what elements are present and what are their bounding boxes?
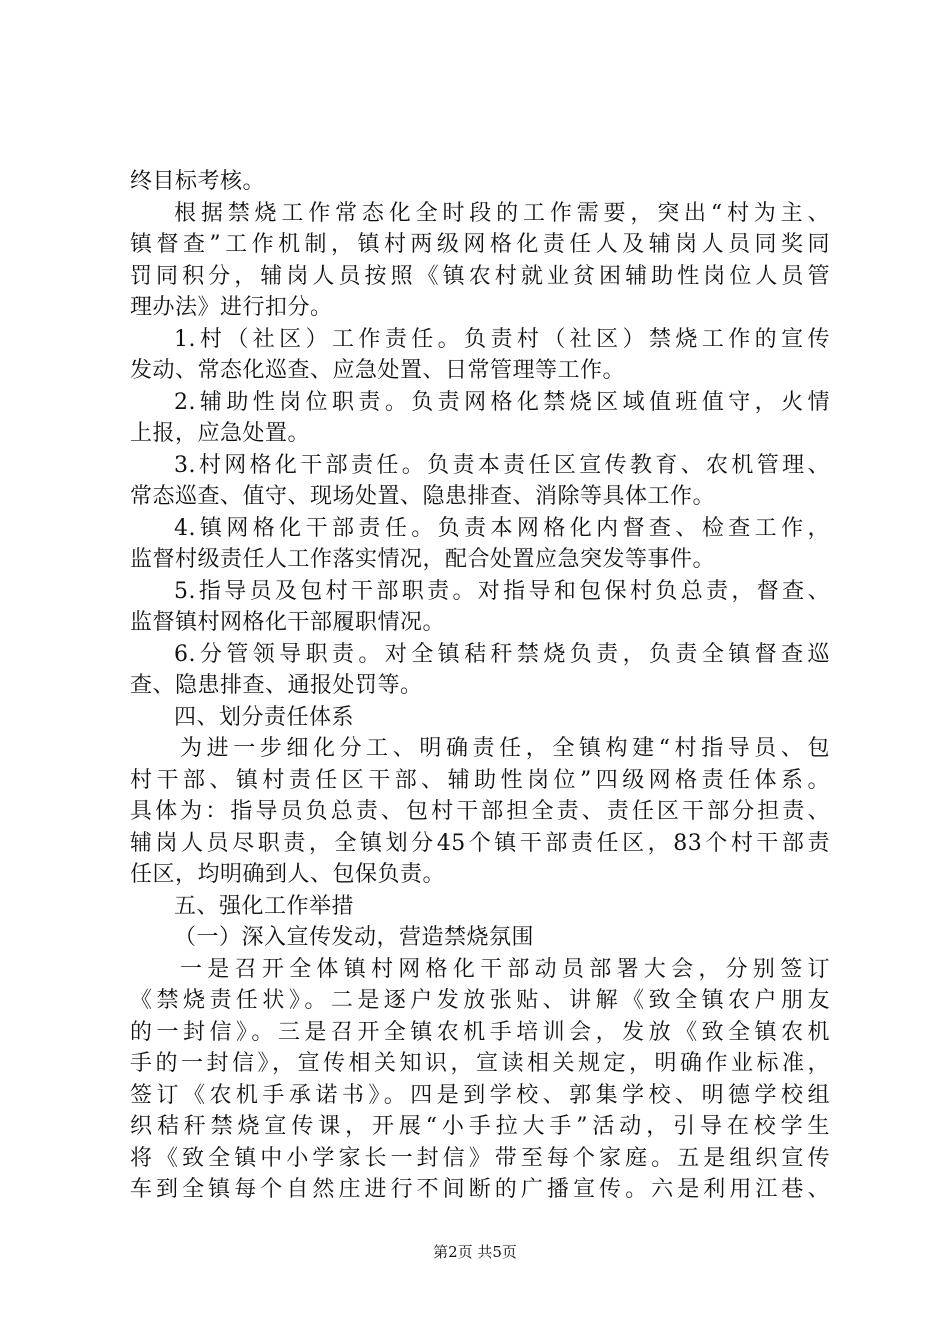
text-line: 村干部、镇村责任区干部、辅助性岗位”四级网格责任体系。 (130, 767, 830, 793)
text-line: 1.村（社区）工作责任。负责村（社区）禁烧工作的宣传 (174, 326, 830, 352)
text-line: 常态巡查、值守、现场处置、隐患排查、消除等具体工作。 (130, 484, 716, 509)
text-line: 将《致全镇中小学家长一封信》带至每个家庭。五是组织宣传 (130, 1145, 830, 1171)
text-line: 车到全镇每个自然庄进行不间断的广播宣传。六是利用江巷、 (130, 1177, 830, 1202)
text-line: 为进一步细化分工、明确责任，全镇构建“村指导员、包 (180, 736, 830, 761)
text-line: 的一封信》。三是召开全镇农机手培训会，发放《致全镇农机 (130, 1019, 830, 1045)
text-line: 查、隐患排查、通报处罚等。 (130, 673, 423, 698)
text-line: 根据禁烧工作常态化全时段的工作需要，突出“村为主、 (174, 200, 830, 226)
page-number-footer: 第2页 共5页 (433, 1243, 517, 1261)
text-line: 《禁烧责任状》。二是逐户发放张贴、讲解《致全镇农户朋友 (130, 988, 830, 1013)
text-line: 6.分管领导职责。对全镇秸秆禁烧负责，负责全镇督查巡 (174, 641, 830, 667)
text-line: 5.指导员及包村干部职责。对指导和包保村负总责，督查、 (174, 578, 830, 604)
text-line: 手的一封信》，宣传相关知识，宣读相关规定，明确作业标准， (130, 1051, 830, 1076)
text-line: 3.村网格化干部责任。负责本责任区宣传教育、农机管理、 (174, 452, 830, 478)
text-line: 镇督查”工作机制，镇村两级网格化责任人及辅岗人员同奖同 (130, 232, 830, 257)
text-line: 罚同积分，辅岗人员按照《镇农村就业贫困辅助性岗位人员管 (130, 263, 830, 289)
text-line: 监督村级责任人工作落实情况，配合处置应急突发等事件。 (130, 547, 716, 572)
text-line: 一是召开全体镇村网格化干部动员部署大会，分别签订 (180, 956, 830, 982)
text-line: 签订《农机手承诺书》。四是到学校、郭集学校、明德学校组 (130, 1082, 830, 1108)
section-heading: 四、划分责任体系 (174, 704, 355, 730)
text-line: 理办法》进行扣分。 (130, 295, 333, 320)
text-line: 发动、常态化巡查、应急处置、日常管理等工作。 (130, 358, 626, 383)
document-body (130, 166, 830, 1206)
text-line: 2.辅助性岗位职责。负责网格化禁烧区域值班值守，火情 (174, 389, 830, 415)
section-heading: 五、强化工作举措 (174, 893, 355, 919)
subsection-heading: （一）深入宣传发动，营造禁烧氛围 (174, 925, 535, 950)
text-line: 织秸秆禁烧宣传课，开展“小手拉大手”活动，引导在校学生 (130, 1114, 830, 1139)
text-line: 终目标考核。 (130, 169, 266, 194)
text-line: 上报，应急处置。 (130, 421, 311, 446)
text-line: 任区，均明确到人、包保负责。 (130, 862, 446, 887)
text-line: 辅岗人员尽职责，全镇划分45个镇干部责任区，83个村干部责 (130, 830, 830, 856)
text-line: 具体为：指导员负总责、包村干部担全责、责任区干部分担责、 (130, 799, 830, 824)
text-line: 4.镇网格化干部责任。负责本网格化内督查、检查工作， (174, 515, 830, 541)
text-line: 监督镇村网格化干部履职情况。 (130, 610, 446, 635)
